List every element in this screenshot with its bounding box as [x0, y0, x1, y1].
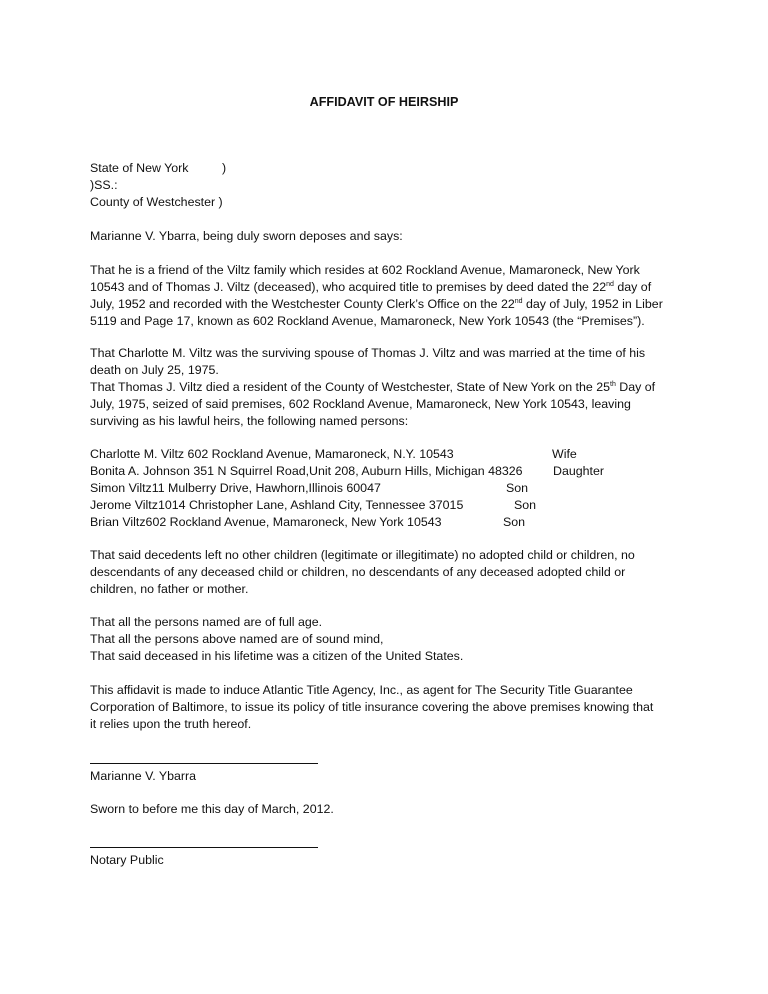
p1-line-2: 10543 and of Thomas J. Viltz (deceased), who acquired title to premises by deed dated the 22nd day of — [90, 280, 652, 294]
paragraph-spouse-death — [90, 345, 680, 430]
p5-line-2: Corporation of Baltimore, to issue its policy of title insurance covering the above premises knowing that — [90, 700, 654, 714]
p2-line-4: July, 1975, seized of said premises, 602 Rockland Avenue, Mamaroneck, New York 10543, leaving — [90, 397, 631, 411]
p1-line-1: That he is a friend of the Viltz family which resides at 602 Rockland Avenue, Mamaroneck, New York — [90, 263, 640, 277]
list-item — [90, 446, 690, 463]
heir-relation: Wife — [552, 447, 577, 461]
heir-name-address: Jerome Viltz1014 Christopher Lane, Ashland City, Tennessee 37015 — [90, 498, 464, 512]
venue-block — [90, 160, 680, 211]
paragraph-statements — [90, 614, 680, 665]
state-paren: ) — [222, 161, 227, 175]
signature-line — [90, 752, 318, 764]
heir-name-address: Charlotte M. Viltz 602 Rockland Avenue, Mamaroneck, N.Y. 10543 — [90, 447, 454, 461]
heirs-list — [90, 446, 690, 531]
p3-line-3: children, no father or mother. — [90, 582, 249, 596]
heir-relation: Son — [503, 515, 526, 529]
p3-line-1: That said decedents left no other children (legitimate or illegitimate) no adopted child or children, no — [90, 548, 635, 562]
heir-name-address: Bonita A. Johnson 351 N Squirrel Road,Unit 208, Auburn Hills, Michigan 48326 — [90, 464, 523, 478]
signer-name: Marianne V. Ybarra — [90, 769, 197, 783]
county-label: County of Westchester ) — [90, 195, 223, 209]
heir-relation: Son — [506, 481, 529, 495]
intro-paragraph — [90, 228, 680, 245]
notary-signature-line — [90, 836, 318, 848]
paragraph-no-other-heirs — [90, 547, 680, 598]
p4-line-1: That all the persons named are of full age. — [90, 615, 323, 629]
paragraph-premises — [90, 262, 680, 330]
p5-line-3: it relies upon the truth hereof. — [90, 717, 252, 731]
sworn-statement — [90, 801, 680, 818]
list-item — [90, 480, 690, 497]
p4-line-2: That all the persons above named are of sound mind, — [90, 632, 384, 646]
list-item — [90, 463, 690, 480]
state-label: State of New York — [90, 161, 189, 175]
heir-name-address: Brian Viltz602 Rockland Avenue, Mamaroneck, New York 10543 — [90, 515, 442, 529]
paragraph-inducement — [90, 682, 680, 733]
heir-relation: Son — [514, 498, 537, 512]
p2-line-5: surviving as his lawful heirs, the following named persons: — [90, 414, 409, 428]
intro-text: Marianne V. Ybarra, being duly sworn deposes and says: — [90, 229, 403, 243]
signature-block — [90, 752, 680, 785]
p2-line-1: That Charlotte M. Viltz was the surviving spouse of Thomas J. Viltz and was married at the time of his — [90, 346, 646, 360]
list-item — [90, 497, 690, 514]
p5-line-1: This affidavit is made to induce Atlantic Title Agency, Inc., as agent for The Security Title Guarantee — [90, 683, 633, 697]
ss-label: )SS.: — [90, 178, 118, 192]
document-title: AFFIDAVIT OF HEIRSHIP — [309, 95, 459, 109]
notary-block — [90, 836, 680, 869]
heir-relation: Daughter — [553, 464, 604, 478]
p1-line-3: July, 1952 and recorded with the Westchester County Clerk’s Office on the 22nd day of July, 1952 in Liber — [90, 297, 663, 311]
p2-line-2: death on July 25, 1975. — [90, 363, 219, 377]
p2-line-3: That Thomas J. Viltz died a resident of the County of Westchester, State of New York on the 25th Day of — [90, 380, 656, 394]
notary-label: Notary Public — [90, 853, 164, 867]
p3-line-2: descendants of any deceased child or children, no descendants of any deceased adopted child or — [90, 565, 626, 579]
list-item — [90, 514, 690, 531]
p1-line-4: 5119 and Page 17, known as 602 Rockland Avenue, Mamaroneck, New York 10543 (the “Premises”). — [90, 314, 645, 328]
p4-line-3: That said deceased in his lifetime was a citizen of the United States. — [90, 649, 464, 663]
heir-name-address: Simon Viltz11 Mulberry Drive, Hawhorn,Illinois 60047 — [90, 481, 381, 495]
sworn-text: Sworn to before me this day of March, 2012. — [90, 802, 334, 816]
